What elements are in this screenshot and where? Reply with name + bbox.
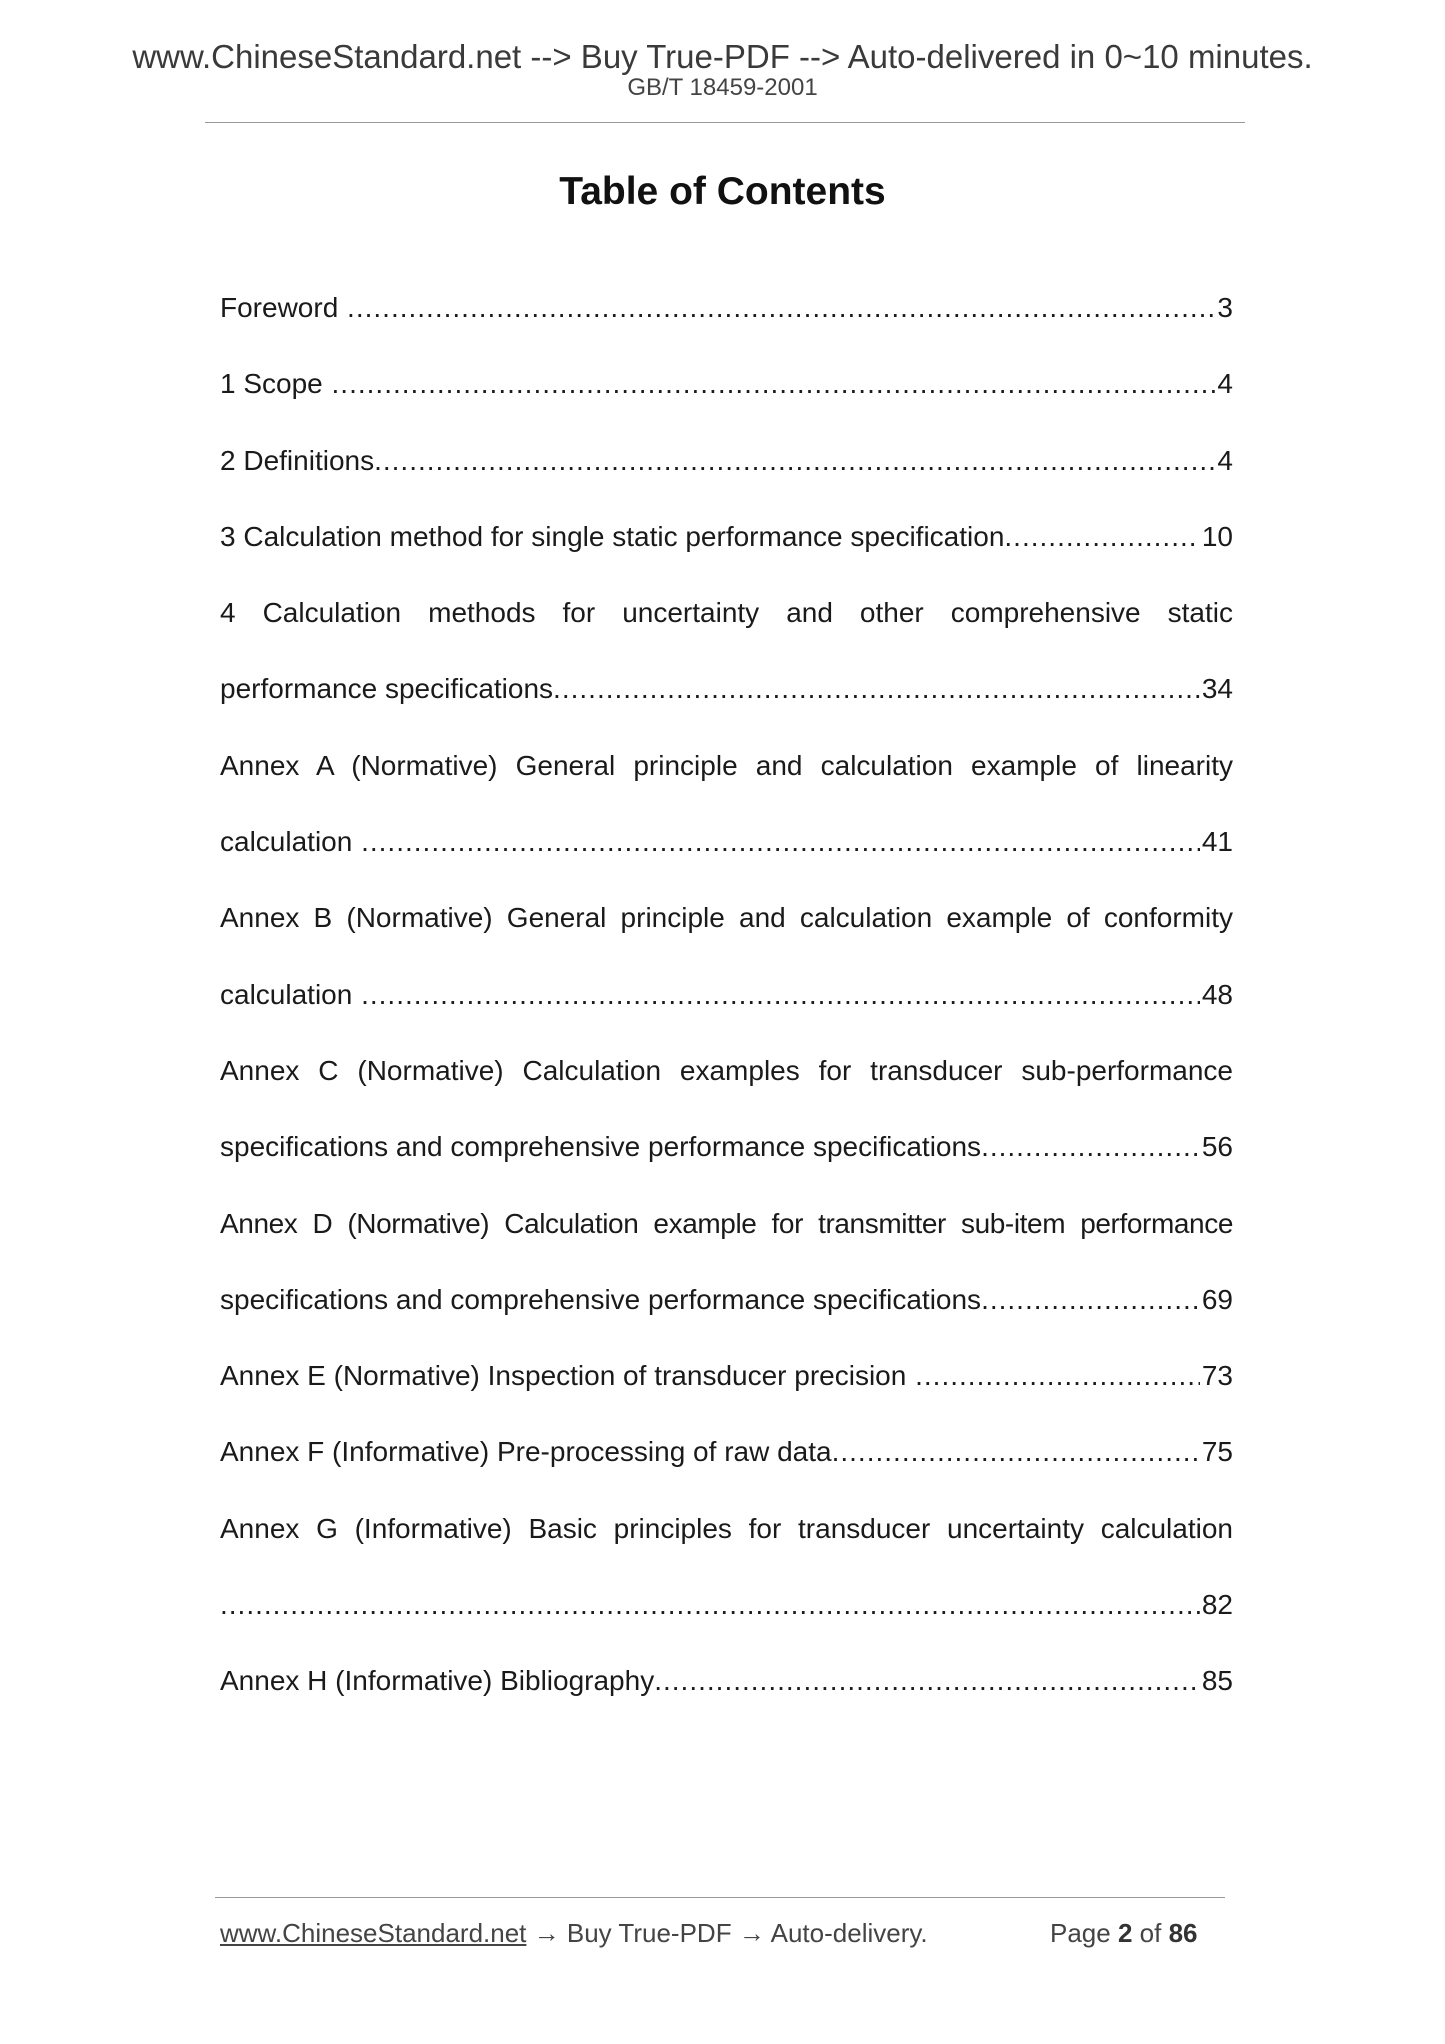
footer-divider [215, 1897, 1225, 1898]
toc-entry-annex-c[interactable]: Annex C (Normative) Calculation examples for transducer sub-performance [220, 1054, 1233, 1086]
toc-entry-annex-g[interactable]: Annex G (Informative) Basic principles for transducer uncertainty calculation [220, 1512, 1233, 1544]
toc-entry-text: 2 Definitions [220, 444, 375, 476]
toc-leader [981, 1275, 1200, 1325]
toc-leader [220, 1580, 1200, 1630]
toc-entry-section-4-cont[interactable] [220, 664, 1233, 740]
toc-entry-page: 3 [1217, 292, 1233, 323]
toc-entry-annex-d[interactable]: Annex D (Normative) Calculation example for transmitter sub-item performance [220, 1207, 1233, 1239]
toc-entry-foreword[interactable] [220, 283, 1233, 359]
toc-entry-page: 69 [1201, 1283, 1233, 1315]
footer-promo [220, 1918, 928, 1949]
toc-entry-annex-e[interactable] [220, 1351, 1233, 1427]
toc-entry-section-4[interactable]: 4 Calculation methods for uncertainty and other comprehensive static [220, 597, 1233, 629]
toc-entry-annex-f[interactable] [220, 1427, 1233, 1503]
toc-leader [654, 1656, 1200, 1706]
toc-entry-annex-b-cont[interactable] [220, 970, 1233, 1046]
toc-entry-annex-c-cont[interactable] [220, 1122, 1233, 1198]
header-divider [205, 122, 1245, 123]
toc-entry-annex-a[interactable]: Annex A (Normative) General principle and calculation example of linearity [220, 749, 1233, 781]
page-label: Page [1050, 1918, 1111, 1948]
toc-leader [832, 1427, 1200, 1477]
toc-entry-page: 10 [1201, 520, 1233, 552]
toc-leader [981, 1122, 1200, 1172]
toc-entry-text: Foreword [220, 292, 339, 323]
toc-entry-page: 85 [1201, 1665, 1233, 1697]
toc-entry-text: 3 Calculation method for single static performance specification [220, 520, 1005, 552]
toc-entry-text: 1 Scope [220, 368, 323, 400]
page-indicator [1050, 1918, 1198, 1949]
footer-site-link[interactable]: www.ChineseStandard.net [220, 1918, 527, 1948]
toc-leader [553, 664, 1200, 714]
toc-entry-page: 41 [1201, 826, 1233, 858]
toc-entry-text: calculation [220, 826, 353, 858]
toc-entry-page: 4 [1217, 368, 1233, 400]
toc-leader [338, 283, 1215, 333]
toc-list [220, 283, 1233, 1733]
toc-leader [352, 817, 1200, 867]
footer-delivery-text: Auto-delivery. [770, 1918, 928, 1948]
toc-entry-page: 4 [1217, 444, 1233, 476]
toc-leader [1004, 512, 1199, 562]
toc-entry-page: 56 [1201, 1131, 1233, 1163]
of-label: of [1139, 1918, 1162, 1948]
toc-entry-text: Annex E (Normative) Inspection of transducer precision [220, 1360, 907, 1392]
toc-entry-page: 34 [1201, 673, 1233, 705]
toc-entry-definitions[interactable] [220, 436, 1233, 512]
toc-leader [323, 359, 1216, 409]
page-total: 86 [1168, 1918, 1198, 1948]
toc-entry-text: Annex F (Informative) Pre-processing of raw data [220, 1436, 832, 1468]
toc-leader [374, 436, 1215, 486]
toc-entry-annex-a-cont[interactable] [220, 817, 1233, 893]
toc-entry-page: 75 [1201, 1436, 1233, 1468]
toc-title: Table of Contents [559, 170, 886, 213]
top-banner: www.ChineseStandard.net --> Buy True-PDF --> Auto-delivered in 0~10 minutes. [132, 38, 1313, 75]
toc-entry-annex-g-cont[interactable] [220, 1580, 1233, 1656]
toc-entry-annex-d-cont[interactable] [220, 1275, 1233, 1351]
arrow-right-icon: → [533, 1918, 560, 1948]
toc-entry-annex-b[interactable]: Annex B (Normative) General principle and calculation example of conformity [220, 902, 1233, 934]
toc-entry-text: Annex H (Informative) Bibliography [220, 1665, 655, 1697]
toc-leader [352, 970, 1200, 1020]
toc-entry-page: 73 [1201, 1360, 1233, 1392]
toc-entry-scope[interactable] [220, 359, 1233, 435]
toc-entry-annex-h[interactable] [220, 1656, 1233, 1732]
toc-entry-text: performance specifications [220, 673, 554, 705]
page-current: 2 [1117, 1918, 1133, 1948]
toc-entry-section-3[interactable] [220, 512, 1233, 588]
toc-entry-text: specifications and comprehensive performance specifications [220, 1283, 982, 1315]
footer-buy-text: Buy True-PDF [566, 1918, 732, 1948]
toc-entry-text: specifications and comprehensive performance specifications [220, 1131, 982, 1163]
toc-entry-text: calculation [220, 978, 353, 1010]
arrow-right-icon: → [738, 1918, 765, 1948]
toc-entry-page: 82 [1201, 1589, 1233, 1621]
standard-code: GB/T 18459-2001 [627, 74, 818, 101]
toc-entry-page: 48 [1201, 978, 1233, 1010]
toc-leader [906, 1351, 1200, 1401]
